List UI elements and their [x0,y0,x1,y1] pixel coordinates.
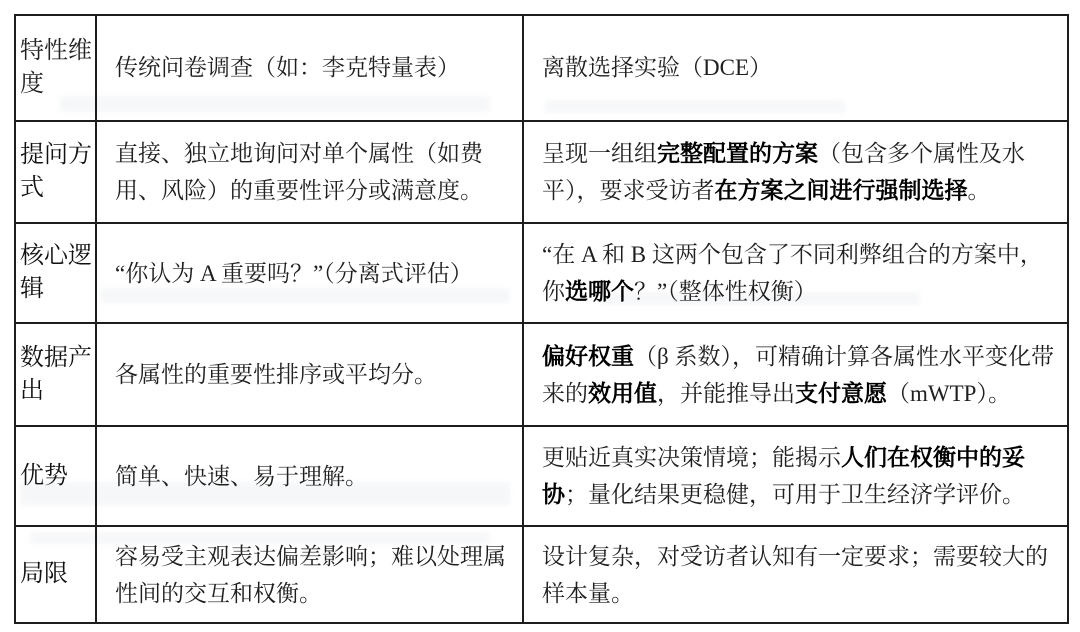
text-segment: 直接、独立地询问对单个属性（如费用、风险）的重要性评分或满意度。 [115,141,483,203]
emphasized-text: 偏好权重 [542,343,634,369]
cell-traditional-advantages [96,426,523,526]
cell-dce-limitations [523,526,1068,623]
table-row-core-logic [15,223,1068,323]
table-row-advantages [15,426,1068,526]
text-segment: “你认为 A 重要吗？”（分离式评估） [115,260,473,286]
text-segment: ？”（整体性权衡） [634,279,817,304]
emphasized-text: 选哪个 [565,279,634,304]
text-segment: 设计复杂，对受访者认知有一定要求；需要较大的样本量。 [542,543,1048,606]
row-label-core-logic: 核心逻辑 [15,223,96,323]
cell-traditional-limitations [96,526,523,623]
emphasized-text: 人们在权衡中的妥协 [542,445,1025,507]
cell-dce-question-method [523,121,1068,223]
emphasized-text: 完整配置的方案 [657,141,818,166]
emphasized-text: 支付意愿 [795,380,887,406]
text-segment: （包含多个属性及水平），要求受访者 [542,141,1025,203]
table-row-question-method [15,121,1068,223]
text-segment: 呈现一组组 [542,141,657,166]
text-segment: ，并能推导出 [657,380,795,406]
cell-dce-data-output [523,323,1068,426]
cell-dce-core-logic [523,223,1068,323]
text-segment: 。 [967,178,991,203]
header-dce: 离散选择实验（DCE） [523,15,1068,121]
header-dimension: 特性维度 [15,15,96,121]
row-label-advantages: 优势 [15,426,96,526]
header-traditional-survey: 传统问卷调查（如：李克特量表） [96,15,523,121]
text-segment: （β 系数），可精确计算各属性水平变化带来的 [542,343,1054,406]
row-label-data-output: 数据产出 [15,323,96,426]
cell-traditional-data-output [96,323,523,426]
cell-dce-advantages [523,426,1068,526]
table-row-limitations [15,526,1068,623]
header-row [15,15,1068,121]
text-segment: （mWTP）。 [887,380,1011,406]
emphasized-text: 在方案之间进行强制选择 [714,178,968,203]
table-row-data-output [15,323,1068,426]
cell-traditional-question-method [96,121,523,223]
text-segment: 各属性的重要性排序或平均分。 [115,362,437,387]
text-segment: ；量化结果更稳健，可用于卫生经济学评价。 [565,482,1025,507]
text-segment: 更贴近真实决策情境；能揭示 [542,445,841,470]
text-segment: 简单、快速、易于理解。 [115,463,368,489]
row-label-limitations: 局限 [15,526,96,623]
cell-traditional-core-logic [96,223,523,323]
text-segment: 容易受主观表达偏差影响；难以处理属性间的交互和权衡。 [115,543,506,606]
emphasized-text: 效用值 [588,380,657,406]
row-label-question-method: 提问方式 [15,121,96,223]
comparison-table [14,14,1069,624]
text-segment: “在 A 和 B 这两个包含了不同利弊组合的方案中，你 [542,242,1043,304]
